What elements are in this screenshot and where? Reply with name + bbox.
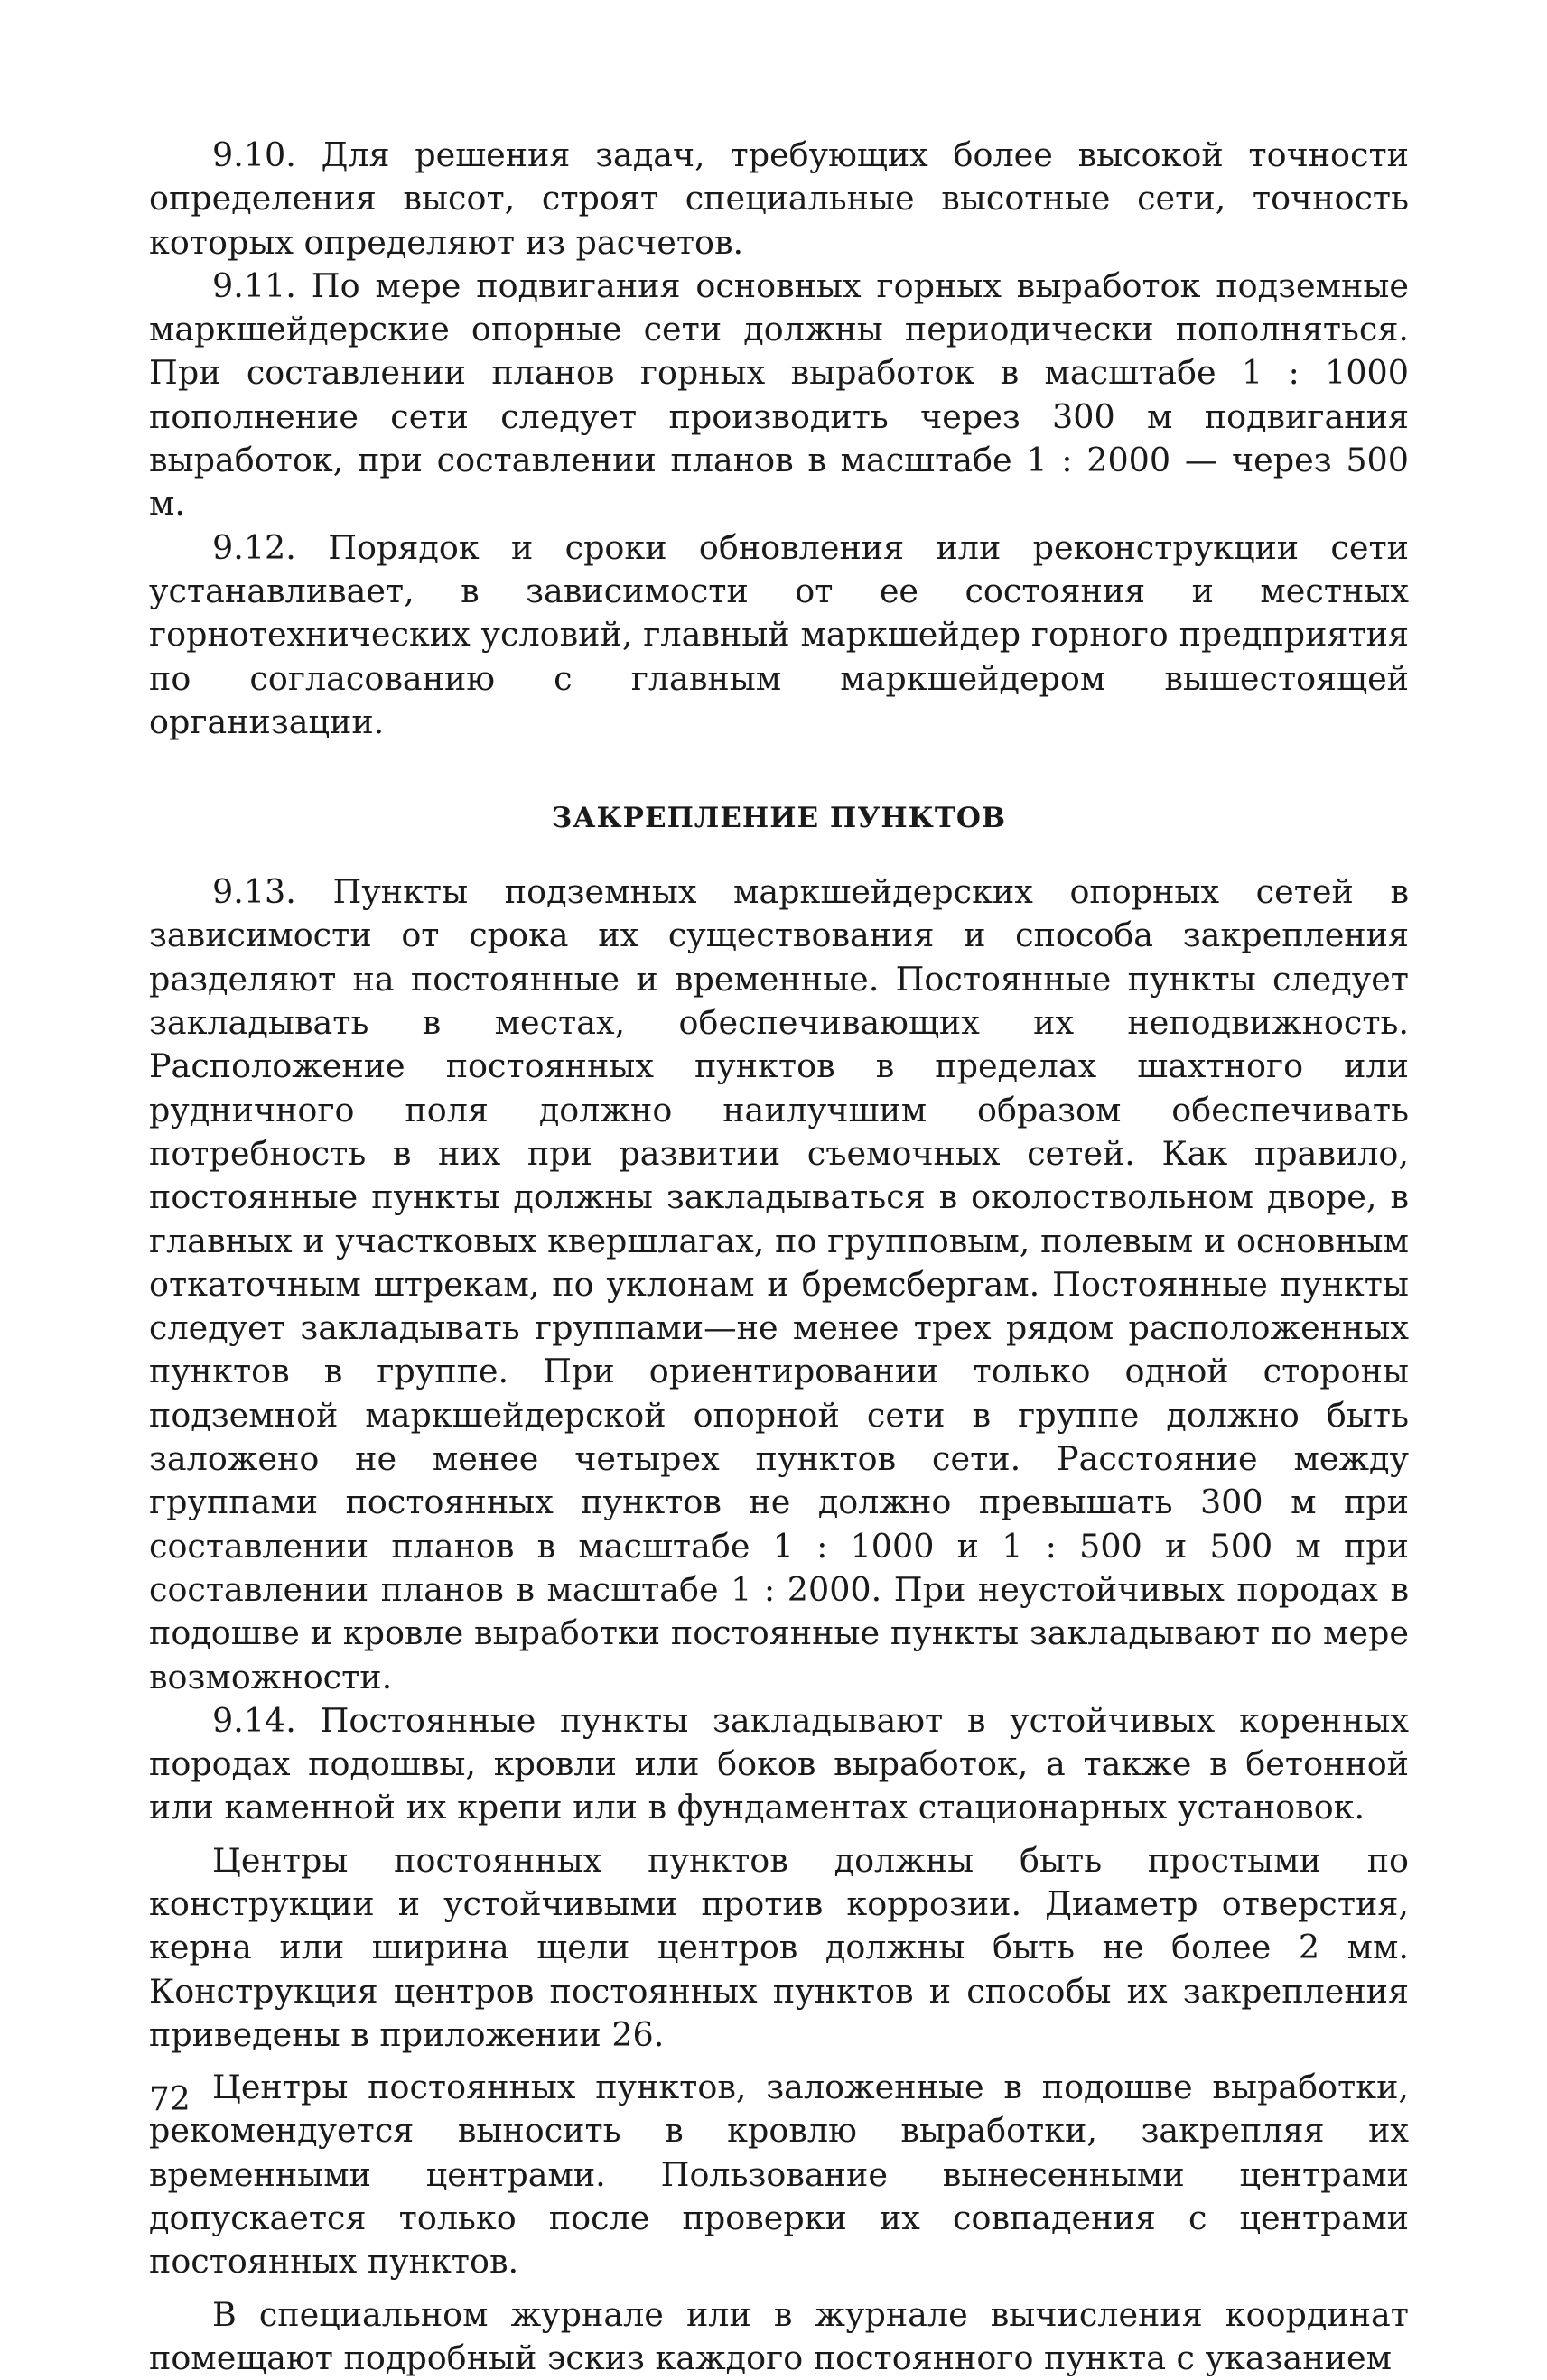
paragraph-9-14: 9.14. Постоянные пункты закладывают в устойчивых коренных породах подошвы, кровли или боков выработок, а также в бетонной или каменной их крепи или в фундаментах стационарных установок. bbox=[149, 1700, 1409, 1827]
section-heading: ЗАКРЕПЛЕНИЕ ПУНКТОВ bbox=[551, 802, 1007, 835]
paragraph-9-11: 9.11. По мере подвигания основных горных выработок подземные маркшейдерские опорные сети должны периодически пополняться. При составлении планов горных выработок в масштабе 1 : 1000 пополнение сети следует производить через 300 м подвигания выработок, при составлении планов в масштабе 1 : 2000 — через 500 м. bbox=[149, 265, 1409, 524]
paragraph-9-12: 9.12. Порядок и сроки обновления или реконструкции сети устанавливает, в зависимости от ее состояния и местных горнотехнических условий, главный маркшейдер горного предприятия по согласованию с главным маркшейдером вышестоящей организации. bbox=[149, 527, 1409, 741]
paragraph-journal-sketch: В специальном журнале или в журнале вычисления координат помещают подробный эскиз каждого постоянного пункта с указанием bbox=[149, 2294, 1409, 2377]
paragraph-centers-transfer: Центры постоянных пунктов, заложенные в подошве выработки, рекомендуется выносить в кровлю выработки, закрепляя их временными центрами. Пользование вынесенными центрами допускается только после проверки их совпадения с центрами постоянных пунктов. bbox=[149, 2068, 1409, 2282]
paragraph-9-13: 9.13. Пункты подземных маркшейдерских опорных сетей в зависимости от срока их существования и способа закрепления разделяют на постоянные и временные. Постоянные пункты следует закладывать в местах, обеспечивающих их неподвижность. Расположение постоянных пунктов в пределах шахтного или рудничного поля должно наилучшим образом обеспечивать потребность в них при развитии съемочных сетей. Как правило, постоянные пункты должны закладываться в околоствольном дворе, в главных и участковых квершлагах, по групповым, полевым и основным откаточным штрекам, по уклонам и бремсбергам. Постоянные пункты следует закладывать группами—не менее трех рядом расположенных пунктов в группе. При ориентировании только одной стороны подземной маркшейдерской опорной сети в группе должно быть заложено не менее четырех пунктов сети. Расстояние между группами постоянных пунктов не должно превышать 300 м при составлении планов в масштабе 1 : 1000 и 1 : 500 и 500 м при составлении планов в масштабе 1 : 2000. При неустойчивых породах в подошве и кровле выработки постоянные пункты закладывают по мере возможности. bbox=[149, 872, 1409, 1697]
page-number: 72 bbox=[149, 2081, 191, 2118]
page-body bbox=[149, 134, 1409, 2380]
paragraph-centers-construction: Центры постоянных пунктов должны быть простыми по конструкции и устойчивыми против коррозии. Диаметр отверстия, керна или ширина щели центров должны быть не более 2 мм. Конструкция центров постоянных пунктов и способы их закрепления приведены в приложении 26. bbox=[149, 1840, 1409, 2054]
paragraph-9-10: 9.10. Для решения задач, требующих более высокой точности определения высот, строят специальные высотные сети, точность которых определяют из расчетов. bbox=[149, 135, 1409, 262]
